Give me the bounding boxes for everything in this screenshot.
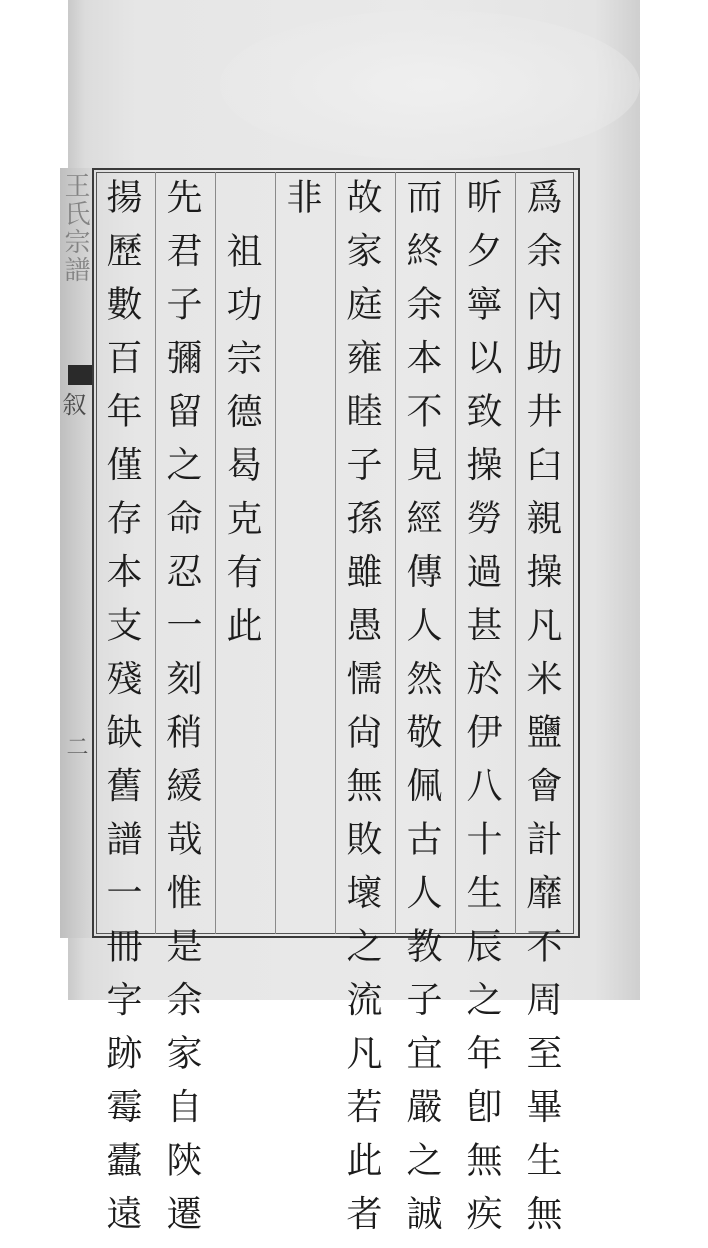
text-column-4: 故家庭雍睦子孫雖愚懦尙無敗壞之流凡若此者 [341,178,382,1248]
water-stain [220,10,640,160]
page-number: 二 [63,735,88,757]
spine-title: 王氏宗譜 [60,172,90,284]
text-column-3: 而終余本不見經傳人然敬佩古人教子宜嚴之誠 [401,178,442,1248]
text-column-8: 揚歷數百年僅存本支殘缺舊譜一冊字跡霉蠹遠 [101,178,142,1248]
column-divider [275,172,276,934]
text-column-6: 祖功宗德曷克有此 [221,232,262,660]
spine-fishtail-mark [68,365,92,385]
spine-section-label: 叙 [58,392,86,416]
text-column-7: 先君子彌留之命忍一刻稍緩哉惟是余家自陝遷 [161,178,202,1248]
text-column-1: 爲余內助井臼親操凡米鹽會計靡不周至畢生無 [521,178,562,1248]
text-column-2: 昕夕寧以致操勞過甚於伊八十生辰之年卽無疾 [461,178,502,1248]
text-column-5: 非 [281,178,322,232]
